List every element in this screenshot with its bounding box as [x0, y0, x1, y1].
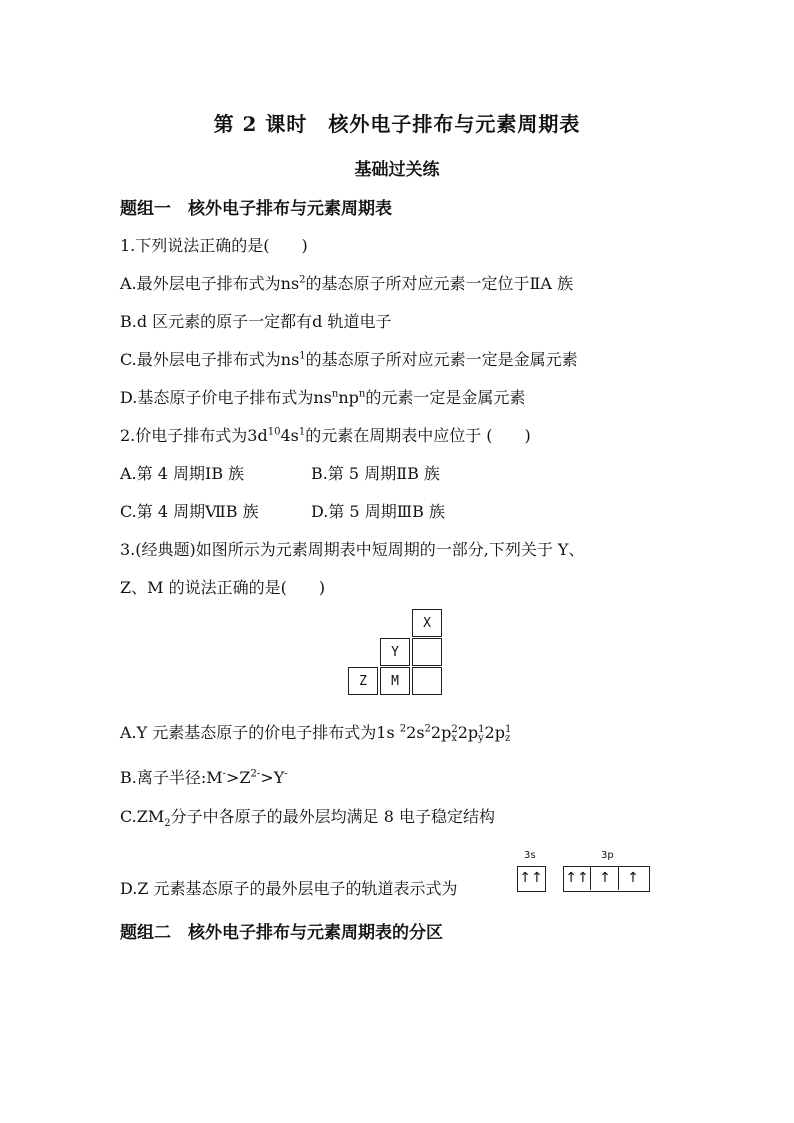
q2-option-a: A.第 4 周期ⅠB 族: [120, 464, 245, 483]
q3-option-c: $C.ZM_2$分子中各原子的最外层均满足 8 电子稳定结构: [120, 807, 495, 830]
cell-y: Y: [380, 638, 410, 666]
cell-m: M: [380, 667, 410, 695]
cell-x: X: [412, 609, 442, 637]
q3-option-d: D.Z 元素基态原子的最外层电子的轨道表示式为: [120, 879, 458, 898]
q2-option-b: B.第 5 周期ⅡB 族: [311, 464, 440, 483]
cell-z: Z: [348, 667, 378, 695]
orbital-3p-3-arrows: ↑: [627, 870, 639, 886]
orbital-label-3p: 3p: [601, 850, 614, 861]
cell-empty-1: [412, 638, 442, 666]
q3-option-b: B.离子半径$:M^->Z^{2-}>Y^-$: [120, 768, 288, 787]
q2-option-c: C.第 4 周期ⅦB 族: [120, 502, 259, 521]
q1-option-c: C.最外层电子排布式为$ns^1$的基态原子所对应元素一定是金属元素: [120, 350, 578, 369]
group-heading-2: 题组二 核外电子排布与元素周期表的分区: [120, 923, 443, 943]
q3-option-a: A.Y 元素基态原子的价电子排布式为1s $^22s^22p$ 2 x 2p 1 y 2p 1 z: [120, 723, 512, 744]
orbital-box-3p: [563, 866, 650, 892]
q3-stem-line2: Z、M 的说法正确的是( ): [120, 578, 326, 597]
q1-option-d: D.基态原子价电子排布式为$ns^nnp^n$的元素一定是金属元素: [120, 388, 526, 407]
q2-stem: 2.价电子排布式为$3d^{10}4s^1$的元素在周期表中应位于 ( ): [120, 426, 531, 445]
electron-config: $^22s^22p$ 2 x 2p 1 y 2p 1 z: [399, 723, 512, 744]
orbital-3s-arrows: ↑↑: [519, 870, 543, 886]
cell-empty-2: [412, 667, 442, 695]
orbital-label-3s: 3s: [524, 850, 536, 861]
orbital-3p-2-arrows: ↑: [592, 867, 619, 890]
periodic-table-fragment: [348, 609, 442, 696]
q2-option-d: D.第 5 周期ⅢB 族: [311, 502, 445, 521]
orbital-box-3s: [517, 866, 546, 892]
section-subtitle: 基础过关练: [354, 160, 440, 180]
q3-stem-line1: 3.(经典题)如图所示为元素周期表中短周期的一部分,下列关于 Y、: [120, 540, 585, 559]
q1-stem: 1.下列说法正确的是( ): [120, 236, 308, 255]
q2-options-ab: [120, 461, 244, 484]
q1-option-b: B.d 区元素的原子一定都有d 轨道电子: [120, 312, 392, 331]
group-heading-1: 题组一 核外电子排布与元素周期表: [120, 199, 392, 219]
page-title: 第 2 课时 核外电子排布与元素周期表: [213, 112, 581, 136]
orbital-3p-1-arrows: ↑↑: [564, 867, 591, 890]
q1-option-a: A.最外层电子排布式为$ns^2$的基态原子所对应元素一定位于ⅡA 族: [120, 274, 574, 293]
